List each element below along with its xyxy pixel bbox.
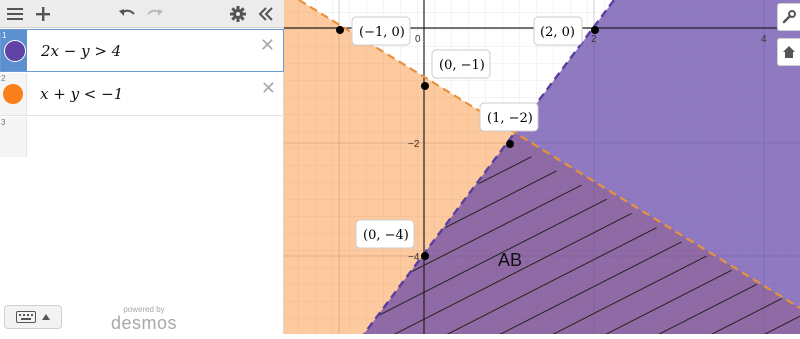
point-marker[interactable] [421,252,429,260]
gear-icon[interactable] [227,0,249,28]
point-label-text: (0, −1) [439,58,485,73]
y-tick-label: −4 [408,252,420,263]
point-marker[interactable] [591,26,599,34]
point-label[interactable] [356,220,414,248]
point-label-text: (1, −2) [487,111,533,126]
point-label[interactable] [480,103,538,131]
expression-number: 2 [1,74,6,83]
redo-icon[interactable] [144,0,166,28]
expression-row-3[interactable] [0,117,284,157]
double-chevron-left-icon[interactable] [255,0,277,28]
keyboard-toggle-button[interactable] [4,305,62,329]
delete-expression-icon[interactable]: ✕ [259,35,275,55]
undo-icon[interactable] [116,0,138,28]
region-annotation: AB [498,250,523,270]
plus-icon[interactable] [32,0,54,28]
expression-number: 3 [1,118,6,127]
point-marker[interactable] [506,140,514,148]
point-label-text: (0, −4) [363,228,409,243]
expression-number: 1 [2,31,7,40]
point-label-text: (2, 0) [540,25,575,40]
point-label[interactable] [432,50,490,78]
expression-input[interactable]: x + y < −1 [40,85,124,103]
delete-expression-icon[interactable]: ✕ [260,78,276,98]
point-label[interactable] [352,17,410,45]
point-label-text: (−1, 0) [359,25,405,40]
expression-input[interactable]: 2x − y > 4 [41,42,122,60]
expression-row-1[interactable] [0,29,284,72]
expression-toolbar [0,0,284,28]
expression-gutter [0,117,27,157]
caret-up-icon [42,314,50,320]
desmos-logo-text: desmos [110,313,178,333]
point-marker[interactable] [421,82,429,90]
expression-row-2[interactable] [0,73,284,116]
graph-canvas[interactable] [284,0,800,334]
y-tick-label: −2 [408,139,420,150]
expression-gutter [0,73,27,115]
x-tick-label: 2 [591,34,597,45]
x-tick-label: 4 [761,34,767,45]
graph-paper[interactable] [284,0,800,334]
point-marker[interactable] [336,26,344,34]
expression-panel [0,0,284,334]
keyboard-icon [16,311,36,323]
hamburger-menu-icon[interactable] [4,0,26,28]
orange-color-swatch-icon[interactable] [3,84,23,104]
wrench-icon[interactable] [777,3,800,31]
point-label[interactable] [534,17,582,45]
desmos-branding[interactable] [104,305,184,332]
home-icon[interactable] [777,38,800,66]
expression-gutter [1,30,27,71]
x-tick-label: 0 [415,34,421,45]
purple-color-swatch-icon[interactable] [4,40,26,62]
powered-by-text: powered by [123,305,165,314]
